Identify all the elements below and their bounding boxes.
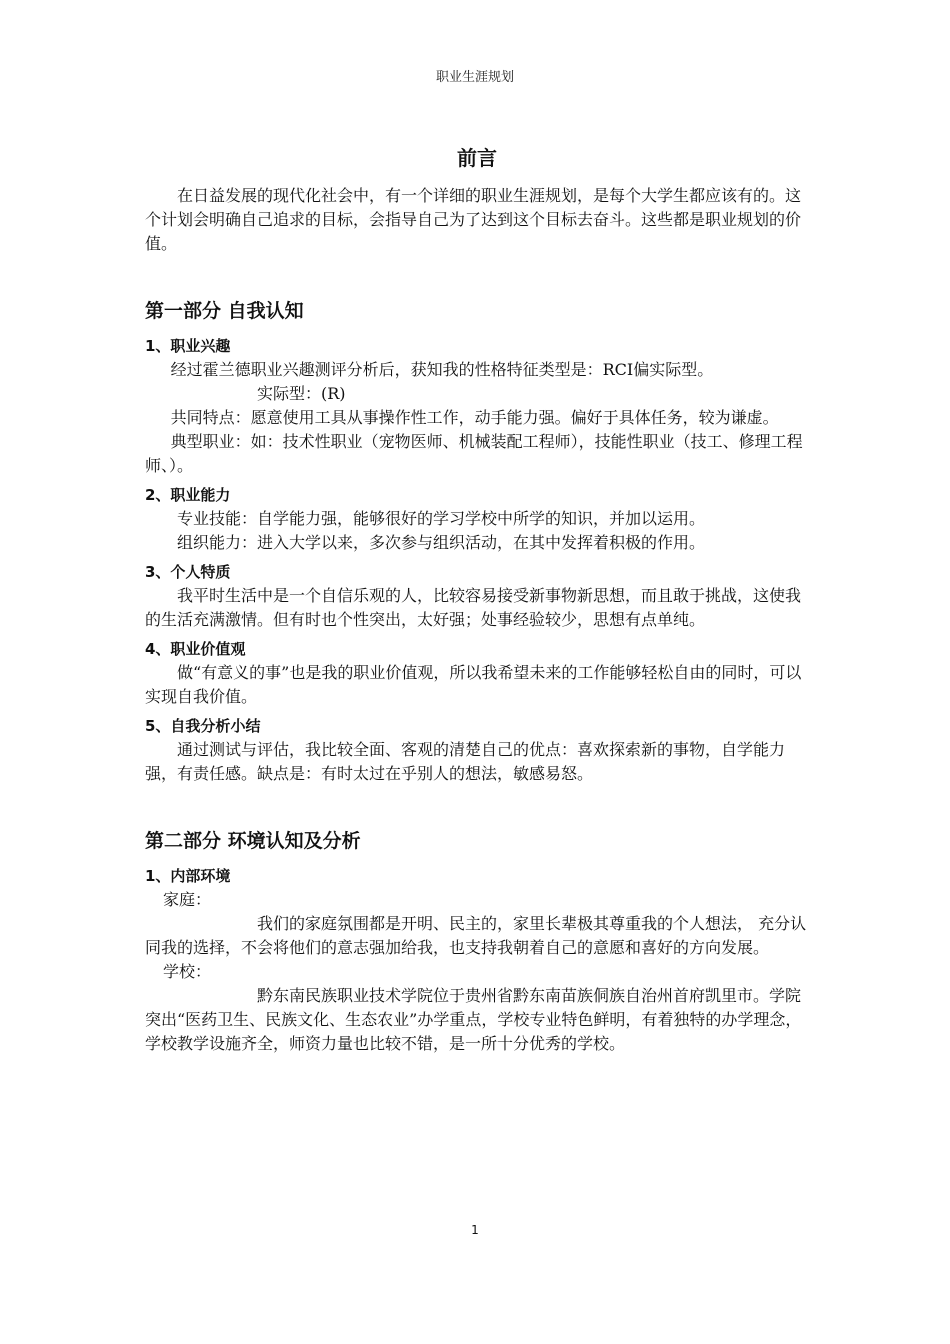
interest-paragraph-4: 典型职业：如：技术性职业（宠物医师、机械装配工程师），技能性职业（技工、修理工程师、）。 xyxy=(145,432,803,475)
part1-section5-heading: 5、自我分析小结 xyxy=(145,717,261,735)
interest-paragraph-3: 共同特点：愿意使用工具从事操作性工作，动手能力强。偏好于具体任务，较为谦虚。 xyxy=(170,408,779,427)
part2-section1-heading: 1、内部环境 xyxy=(145,867,231,885)
part1-section4-heading: 4、职业价值观 xyxy=(145,640,246,658)
page-number: 1 xyxy=(471,1223,479,1237)
summary-paragraph: 通过测试与评估，我比较全面、客观的清楚自己的优点：喜欢探索新的事物，自学能力强，有责任感。缺点是：有时太过在乎别人的想法，敏感易怒。 xyxy=(145,740,786,783)
document-body xyxy=(145,142,809,1056)
preface-paragraph: 在日益发展的现代化社会中，有一个详细的职业生涯规划，是每个大学生都应该有的。这个计划会明确自己追求的目标，会指导自己为了达到这个目标去奋斗。这些都是职业规划的价值。 xyxy=(145,186,802,253)
ability-paragraph-2: 组织能力：进入大学以来，多次参与组织活动，在其中发挥着积极的作用。 xyxy=(177,533,706,552)
preface-title: 前言 xyxy=(457,146,497,170)
part1-section3-heading: 3、个人特质 xyxy=(145,563,231,581)
part1-section2-heading: 2、职业能力 xyxy=(145,486,231,504)
part2-title: 第二部分 环境认知及分析 xyxy=(145,830,361,852)
family-paragraph: 我们的家庭氛围都是开明、民主的，家里长辈极其尊重我的个人想法， 充分认同我的选择，不会将他们的意志强加给我，也支持我朝着自己的意愿和喜好的方向发展。 xyxy=(145,914,807,957)
school-label: 学校： xyxy=(163,962,212,981)
part1-title: 第一部分 自我认知 xyxy=(145,300,304,322)
interest-paragraph-2: 实际型：(R) xyxy=(257,384,346,403)
values-paragraph: 做“有意义的事”也是我的职业价值观，所以我希望未来的工作能够轻松自由的同时，可以实现自我价值。 xyxy=(145,663,802,706)
interest-paragraph-1: 经过霍兰德职业兴趣测评分析后，获知我的性格特征类型是：RCI偏实际型。 xyxy=(170,360,714,379)
running-header: 职业生涯规划 xyxy=(435,70,514,85)
family-label: 家庭： xyxy=(163,890,212,909)
ability-paragraph-1: 专业技能：自学能力强，能够很好的学习学校中所学的知识，并加以运用。 xyxy=(177,509,706,528)
part1-section1-heading: 1、职业兴趣 xyxy=(145,337,231,355)
school-paragraph: 黔东南民族职业技术学院位于贵州省黔东南苗族侗族自治州首府凯里市。学院突出“医药卫生、民族文化、生态农业”办学重点，学校专业特色鲜明，有着独特的办学理念，学校教学设施齐全，师资力量也比较不错，是一所十分优秀的学校。 xyxy=(145,986,802,1053)
traits-paragraph: 我平时生活中是一个自信乐观的人，比较容易接受新事物新思想，而且敢于挑战，这使我的生活充满激情。但有时也个性突出，太好强；处事经验较少，思想有点单纯。 xyxy=(145,586,802,629)
